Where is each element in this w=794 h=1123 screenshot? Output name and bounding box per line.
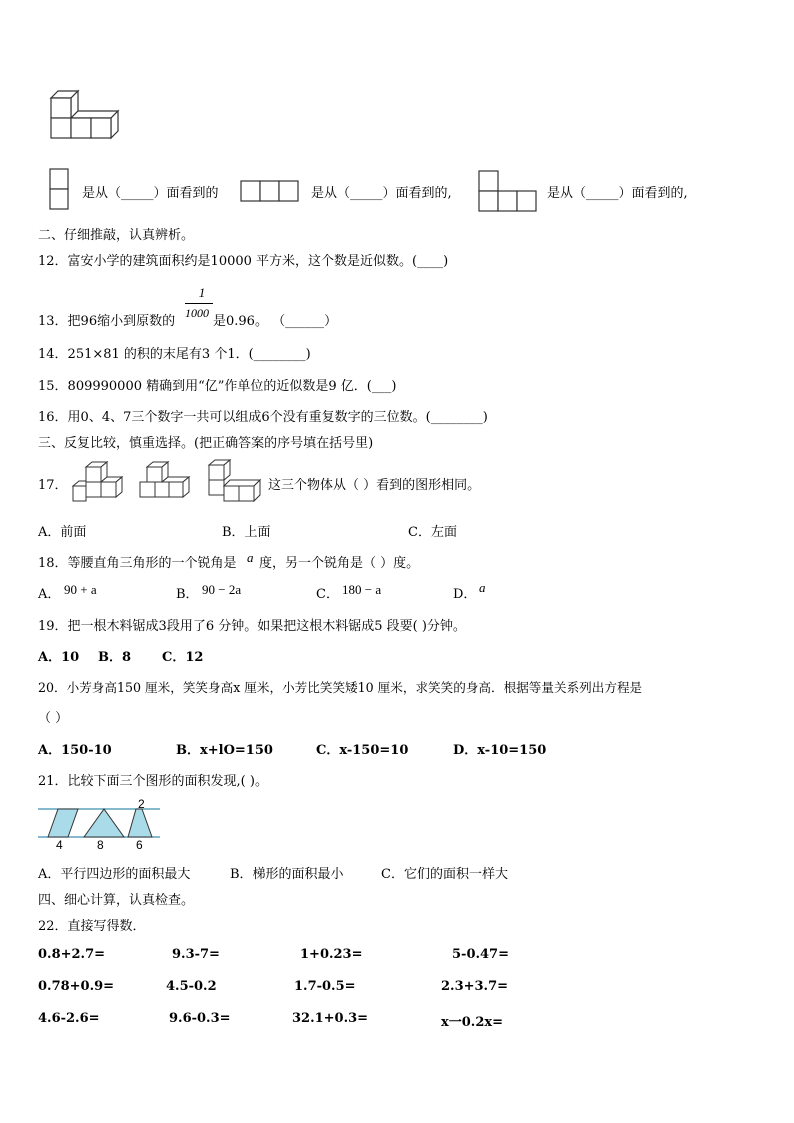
q18-option-b-expr: 90 − 2a [202, 582, 242, 597]
q18-option-a-label[interactable]: A． [38, 587, 61, 602]
q20-option-c[interactable]: C．x-150=10 [316, 743, 409, 758]
question-20-blank: （ ） [38, 711, 69, 726]
calc-r1-c2: 9.3-7= [172, 947, 220, 962]
l-shaped-cube-figure [46, 88, 126, 148]
q21-option-a[interactable]: A．平行四边形的面积最大 [38, 867, 191, 882]
fraction-denominator: 1000 [185, 306, 209, 320]
fraction-bar [185, 303, 213, 304]
q17-option-b[interactable]: B．上面 [222, 525, 271, 540]
parallelogram-shape [48, 809, 78, 837]
question-16: 16．用0、4、7三个数字一共可以组成6个没有重复数字的三位数。(________) [38, 410, 488, 425]
q21-option-c[interactable]: C．它们的面积一样大 [381, 867, 508, 882]
cube-object-2 [139, 461, 195, 503]
q21-option-b[interactable]: B．梯形的面积最小 [230, 867, 344, 882]
view-three-squares-row [240, 180, 302, 204]
view-l-shape [478, 170, 540, 214]
question-13-end: 是0.96。 （______） [213, 314, 338, 329]
q17-option-a[interactable]: A．前面 [38, 525, 87, 540]
q18-option-c-label[interactable]: C． [316, 587, 339, 602]
q18-option-d-label[interactable]: D． [453, 587, 477, 602]
triangle-shape [84, 809, 124, 837]
question-19: 19．把一根木料锯成3段用了6 分钟。如果把这根木料锯成5 段要( )分钟。 [38, 619, 466, 634]
calc-r2-c4: 2.3+3.7= [441, 979, 509, 994]
question-13-start: 13．把96缩小到原数的 [38, 314, 176, 329]
figure-label-6: 6 [136, 838, 143, 852]
question-18-end: 度，另一个锐角是（ ）度。 [259, 556, 420, 571]
view-answer-1: 是从（_____）面看到的 [82, 186, 219, 201]
question-17-text: 这三个物体从（ ）看到的图形相同。 [268, 478, 481, 493]
calc-r1-c1: 0.8+2.7= [38, 947, 106, 962]
q18-option-a-expr: 90 + a [64, 582, 97, 597]
calc-r2-c2: 4.5-0.2 [166, 979, 217, 994]
figure-label-4: 4 [56, 838, 63, 852]
calc-r1-c3: 1+0.23= [300, 947, 363, 962]
q18-option-c-expr: 180 − a [342, 582, 382, 597]
calc-r3-c2: 9.6-0.3= [169, 1011, 231, 1026]
question-18-var: a [247, 550, 254, 565]
q19-option-a[interactable]: A．10 [38, 650, 80, 665]
trapezoid-shape [128, 809, 152, 837]
q20-option-a[interactable]: A．150-10 [38, 743, 112, 758]
calc-r1-c4: 5-0.47= [452, 947, 509, 962]
question-15: 15．809990000 精确到用“亿”作单位的近似数是9 亿．(___) [38, 379, 397, 394]
question-14: 14．251×81 的积的末尾有3 个1．(________) [38, 347, 311, 362]
question-17-number: 17． [38, 478, 68, 493]
question-12: 12．富安小学的建筑面积约是10000 平方米，这个数是近似数。(____) [38, 254, 449, 269]
figure-label-2: 2 [138, 797, 145, 811]
q18-option-b-label[interactable]: B． [176, 587, 199, 602]
section-heading-2: 二、仔细推敲，认真辨析。 [38, 228, 195, 243]
question-22: 22．直接写得数． [38, 919, 146, 934]
q19-option-c[interactable]: C．12 [162, 650, 204, 665]
q20-option-d[interactable]: D．x-10=150 [453, 743, 547, 758]
question-21: 21．比较下面三个图形的面积发现,( )。 [38, 774, 268, 789]
calc-r3-c1: 4.6-2.6= [38, 1011, 100, 1026]
q19-option-b[interactable]: B．8 [98, 650, 132, 665]
section-heading-3: 三、反复比较，慎重选择。(把正确答案的序号填在括号里) [38, 436, 374, 451]
figure-label-8: 8 [97, 838, 104, 852]
cube-object-3 [207, 459, 267, 503]
fraction-numerator: 1 [198, 285, 206, 300]
calc-r2-c3: 1.7-0.5= [294, 979, 356, 994]
q18-option-d-expr: a [479, 580, 486, 595]
question-20: 20．小芳身高150 厘米，笑笑身高x 厘米，小芳比笑笑矮10 厘米，求笑笑的身高．根据等量关系列出方程是 [38, 680, 643, 695]
q17-option-c[interactable]: C．左面 [408, 525, 457, 540]
view-answer-3: 是从（_____）面看到的, [547, 186, 688, 201]
view-two-stacked-squares [49, 168, 69, 212]
q20-option-b[interactable]: B．x+lO=150 [176, 743, 273, 758]
calc-r3-c4: x一0.2x= [441, 1015, 504, 1030]
calc-r3-c3: 32.1+0.3= [292, 1011, 369, 1026]
question-18-start: 18．等腰直角三角形的一个锐角是 [38, 556, 237, 571]
section-heading-4: 四、细心计算，认真检查。 [38, 893, 195, 908]
cube-object-1 [72, 461, 128, 503]
view-answer-2: 是从（_____）面看到的, [311, 186, 452, 201]
calc-r2-c1: 0.78+0.9= [38, 979, 115, 994]
